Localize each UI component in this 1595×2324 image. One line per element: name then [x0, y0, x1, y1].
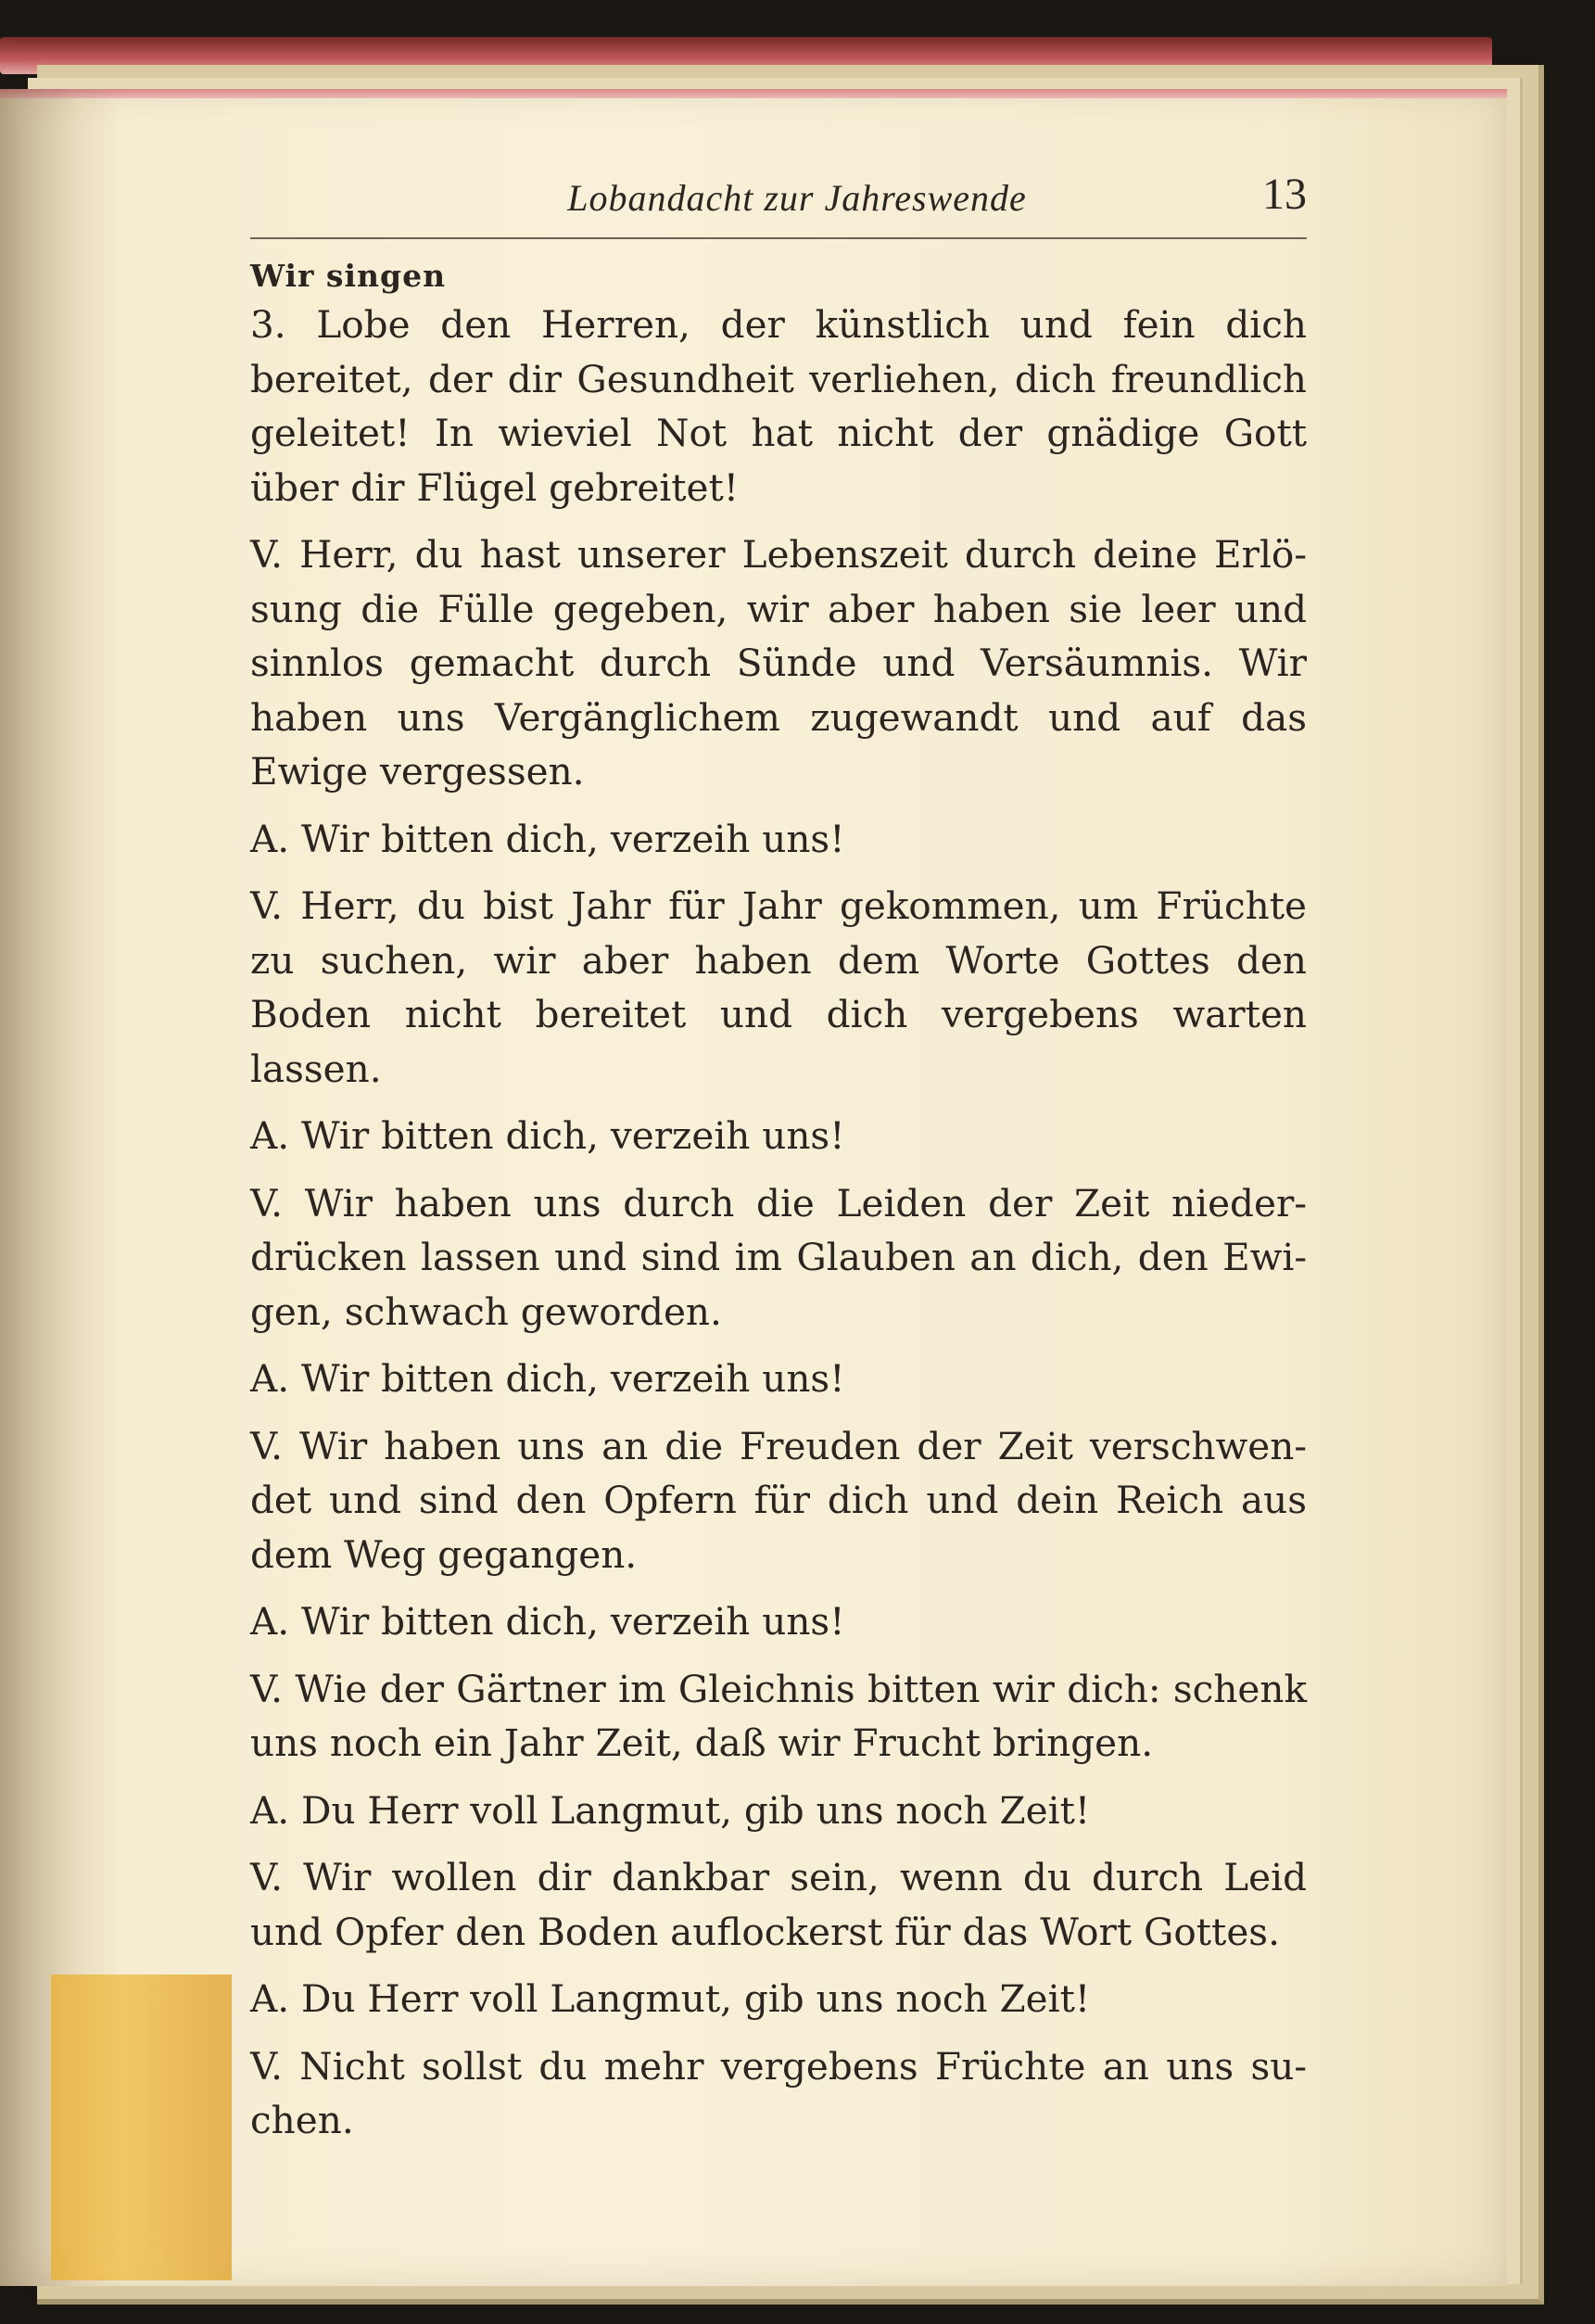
text-block: [250, 148, 1307, 2148]
red-page-edge: [0, 89, 1507, 98]
versicle-2: V. Herr, du bist Jahr für Jahr gekommen, um Früchte zu suchen, wir aber haben dem Worte Gottes den Boden nicht bereitet und dich vergebens warten lassen.: [250, 883, 1307, 1091]
adhesive-tape: [51, 1975, 232, 2280]
response-3: A. Wir bitten dich, verzeih uns!: [250, 1356, 845, 1401]
response-5: A. Du Herr voll Langmut, gib uns noch Zeit!: [250, 1787, 1091, 1833]
hymn-verse-3: 3. Lobe den Herren, der künstlich und fein dich bereitet, der dir Gesundheit verliehen, dich freundlich geleitet! In wieviel Not hat nicht der gnädige Gott über dir Flügel gebreitet!: [250, 302, 1307, 510]
versicle-1: V. Herr, du hast unserer Lebenszeit durch deine Erlösung die Fülle gegeben, wir aber haben sie leer und sinnlos gemacht durch Sünde und Versäumnis. Wir haben uns Vergänglichem zugewandt und auf das Ewige vergessen.: [250, 532, 1307, 794]
versicle-5: V. Wie der Gärtner im Gleichnis bitten wir dich: schenk uns noch ein Jahr Zeit, daß wir Frucht bringen.: [250, 1666, 1307, 1765]
page-number: 13: [1262, 170, 1307, 219]
running-head: [250, 148, 1307, 239]
response-2: A. Wir bitten dich, verzeih uns!: [250, 1113, 845, 1158]
response-1: A. Wir bitten dich, verzeih uns!: [250, 816, 845, 861]
running-title: Lobandacht zur Jahreswende: [567, 177, 1027, 219]
rubric-heading: Wir singen: [250, 258, 447, 294]
versicle-3: V. Wir haben uns durch die Leiden der Zeit niederdrücken lassen und sind im Glauben an dich, den Ewigen, schwach geworden.: [250, 1180, 1307, 1334]
spine-shadow: [0, 89, 125, 2286]
versicle-6: V. Wir wollen dir dankbar sein, wenn du durch Leid und Opfer den Boden auflockerst für das Wort Gottes.: [250, 1855, 1307, 1954]
response-6: A. Du Herr voll Langmut, gib uns noch Zeit!: [250, 1976, 1091, 2021]
versicle-7: V. Nicht sollst du mehr vergebens Früchte an uns suchen.: [250, 2043, 1307, 2142]
response-4: A. Wir bitten dich, verzeih uns!: [250, 1599, 845, 1644]
versicle-4: V. Wir haben uns an die Freuden der Zeit verschwendet und sind den Opfern für dich und dein Reich aus dem Weg gegangen.: [250, 1423, 1307, 1577]
